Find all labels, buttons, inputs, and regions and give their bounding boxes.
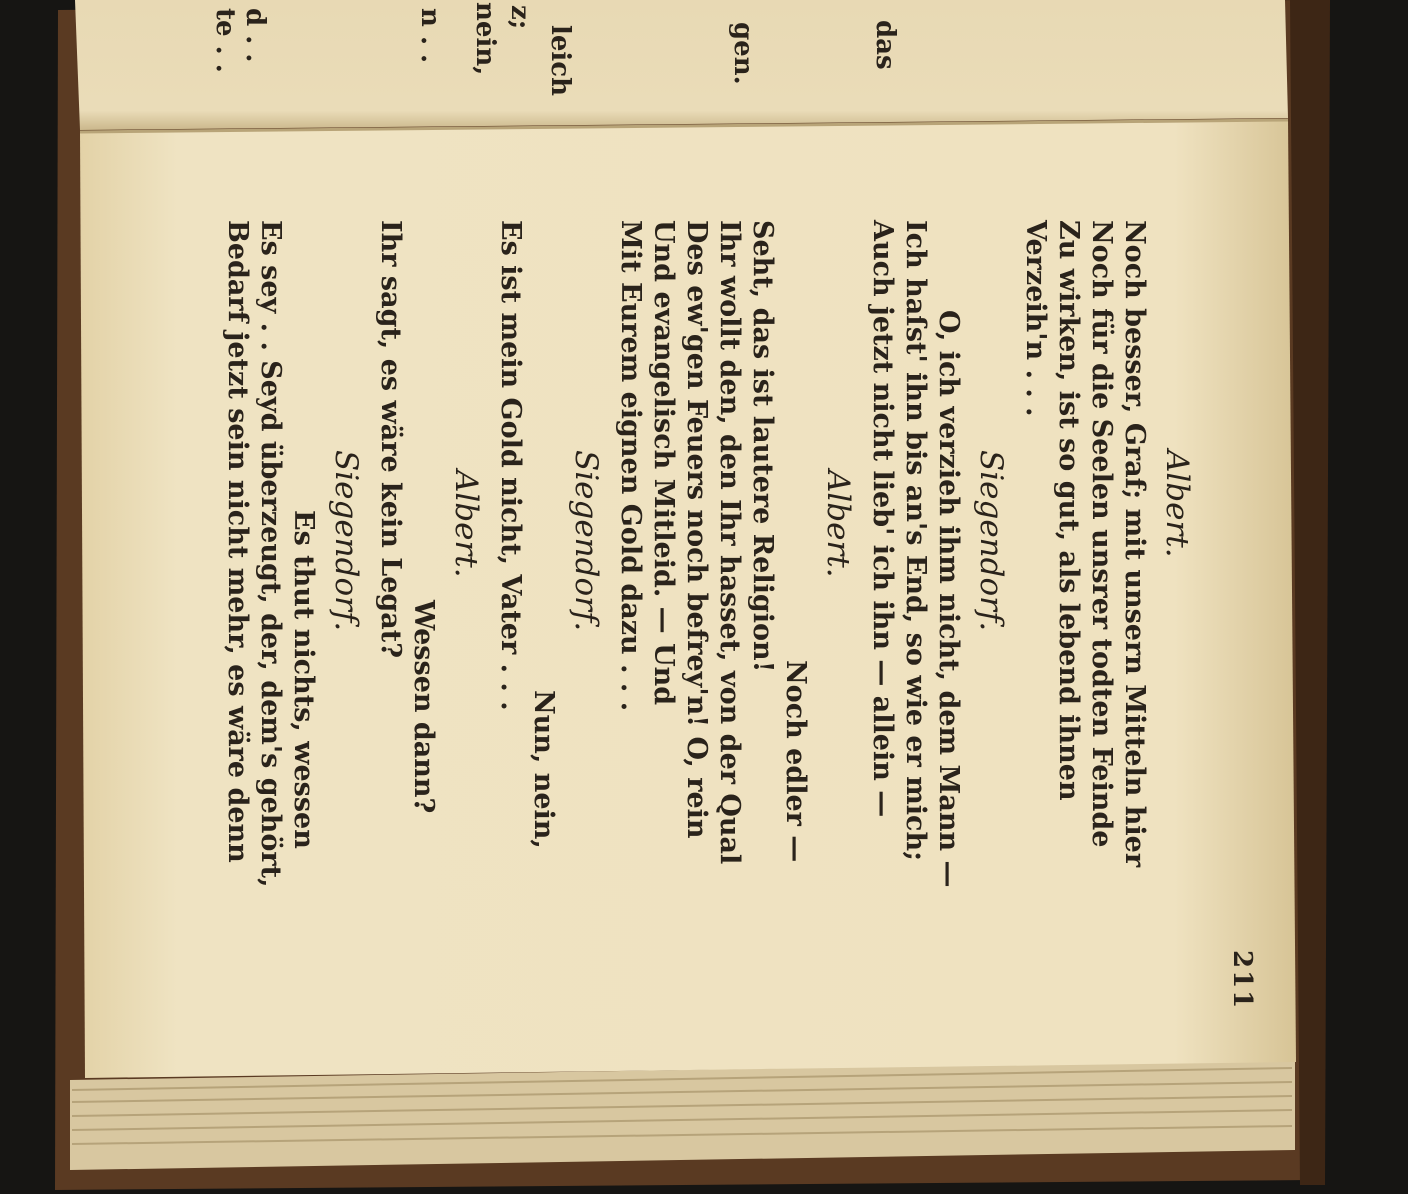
prev-fragment: n . . [415, 8, 445, 64]
speaker-name: Siegendorf. [328, 450, 364, 632]
verse-line: Ihr wollt den, den Ihr hasset, von der Qual [714, 220, 745, 865]
verse-line: Zu wirken, ist so gut, als lebend ihnen [1053, 220, 1084, 801]
verse-line: Es thut nichts, wessen [288, 510, 319, 849]
verse-line: Ich haſst' ihn bis an's End, so wie er mich; [900, 220, 931, 862]
verse-line: O, ich verzieh ihm nicht, dem Mann — [933, 310, 964, 888]
verse-line: Wessen dann? [408, 600, 439, 814]
speaker-name: Albert. [448, 470, 484, 578]
page-body-text [221, 220, 1205, 920]
verse-line: Verzeih'n . . . [1020, 220, 1051, 417]
speaker-name: Siegendorf. [973, 450, 1009, 632]
speaker-name: Albert. [1159, 450, 1195, 558]
prev-fragment: gen. [728, 22, 758, 85]
prev-fragment: z; [505, 5, 535, 30]
prev-fragment: leich [545, 25, 575, 97]
verse-line: Seht, das ist lautere Religion! [747, 220, 778, 673]
page-number: 211 [1227, 950, 1257, 1011]
prev-fragment: das [870, 20, 900, 70]
verse-line: Noch für die Seelen unsrer todten Feinde [1086, 220, 1117, 848]
verse-line: Nun, nein, [528, 690, 559, 849]
verse-line: Es ist mein Gold nicht, Vater . . . [495, 220, 526, 711]
verse-line: Noch besser, Graf; mit unsern Mitteln hier [1119, 220, 1150, 868]
verse-line: Ihr sagt, es wäre kein Legat? [375, 220, 406, 659]
prev-fragment: d . . [240, 8, 270, 63]
speaker-name: Albert. [820, 470, 856, 578]
verse-line: Noch edler — [780, 660, 811, 863]
speaker-name: Siegendorf. [568, 450, 604, 632]
verse-line: Mit Eurem eignen Gold dazu . . . [615, 220, 646, 712]
prev-fragment: te . . [210, 8, 240, 73]
prev-fragment: nein, [470, 2, 500, 76]
verse-line: Und evangelisch Mitleid. — Und [648, 220, 679, 706]
verse-line: Des ew'gen Feuers noch befrey'n! O, rein [681, 220, 712, 839]
rotated-page [145, 130, 1265, 1090]
verse-line: Auch jetzt nicht lieb' ich ihn — allein — [867, 220, 898, 818]
verse-line: Es sey . . Seyd überzeugt, der, dem's gehört, [255, 220, 286, 888]
verse-line: Bedarf jetzt sein nicht mehr, es wäre denn [222, 220, 253, 863]
